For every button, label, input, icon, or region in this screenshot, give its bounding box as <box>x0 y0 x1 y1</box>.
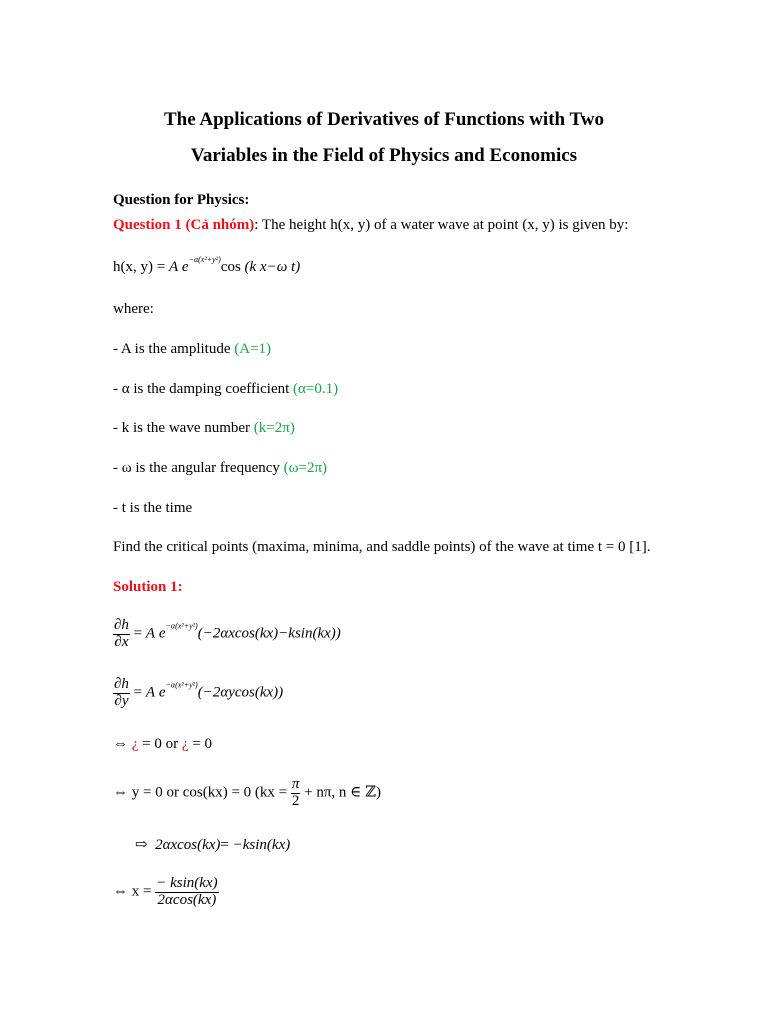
equivalence-arrow-icon: ⇔ <box>113 883 128 900</box>
rhs-x: (−2αxcos(kx)−ksin(kx)) <box>197 625 341 642</box>
exponent: −α(x²+y²) <box>165 621 198 631</box>
placeholder-mark: ¿ <box>181 736 189 752</box>
amplitude-symbol: A <box>145 684 156 701</box>
question-colon: : <box>254 217 259 233</box>
title-line-2: Variables in the Field of Physics and Economics <box>190 145 578 166</box>
section-heading: Question for Physics: <box>113 192 250 208</box>
param-text: - k is the wave number <box>113 420 254 436</box>
param-damping <box>113 381 338 398</box>
formula-cos-arg: (k x−ω t) <box>244 259 301 275</box>
formula-exponent: −α(x²+y²) <box>188 255 221 264</box>
question-1 <box>113 217 628 234</box>
formula-amplitude: A <box>168 259 179 275</box>
denominator: 2αcos(kx) <box>157 891 217 908</box>
solution-heading: Solution 1: <box>113 579 183 595</box>
title-line-1: The Applications of Derivatives of Functions with Two <box>163 109 604 130</box>
param-value: (ω=2π) <box>283 460 328 476</box>
equivalence-arrow-icon: ⇔ <box>113 784 128 801</box>
amplitude-symbol: A <box>145 625 156 642</box>
param-angular-frequency <box>113 460 327 477</box>
equals: = <box>129 625 146 642</box>
partial-y <box>113 677 283 710</box>
fraction-pi-2 <box>291 777 301 810</box>
e-symbol: e <box>158 684 166 701</box>
rhs-y: (−2αycos(kx)) <box>197 684 284 701</box>
numerator: ∂h <box>114 617 129 633</box>
param-text: - A is the amplitude <box>113 341 235 357</box>
param-value: (α=0.1) <box>293 381 339 397</box>
question-text: The height h(x, y) of a water wave at point (x, y) is given by: <box>258 217 629 233</box>
fraction-x <box>155 876 218 909</box>
formula-e: e <box>181 259 189 275</box>
placeholder-mark: ¿ <box>131 736 139 752</box>
wave-formula <box>113 255 301 276</box>
fraction-dh-dy <box>113 677 130 710</box>
param-text: - α is the damping coefficient <box>113 381 294 397</box>
step-rhs: −ksin(kx) <box>232 837 291 853</box>
exponent: −α(x²+y²) <box>165 680 198 690</box>
step-eq: = <box>220 837 233 853</box>
denominator: ∂y <box>114 692 129 709</box>
find-instruction: Find the critical points (maxima, minima, and saddle points) of the wave at time t = 0 [1]. <box>113 539 651 555</box>
param-amplitude <box>113 341 271 358</box>
step-text: = 0 <box>188 736 213 752</box>
step-1 <box>113 736 212 753</box>
denominator: ∂x <box>114 633 129 650</box>
denominator: 2 <box>291 792 300 809</box>
implies-arrow-icon: ⇨ <box>135 837 148 853</box>
formula-lhs: h(x, y) = <box>113 259 169 275</box>
param-text: - ω is the angular frequency <box>113 460 284 476</box>
step-2 <box>113 777 381 810</box>
step-3 <box>135 835 290 854</box>
numerator: − ksin(kx) <box>156 875 218 891</box>
numerator: ∂h <box>114 676 129 692</box>
step-4 <box>113 876 219 909</box>
question-label: Question 1 (Cả nhóm) <box>113 217 255 233</box>
step-text: y = 0 or cos(kx) = 0 (kx = <box>128 784 291 801</box>
param-time <box>113 500 192 517</box>
step-text: = 0 or <box>138 736 182 752</box>
param-wave-number <box>113 420 295 437</box>
param-value: (k=2π) <box>253 420 295 436</box>
equivalence-arrow-icon: ⇔ <box>113 736 128 752</box>
step-lhs: 2αxcos(kx) <box>155 837 221 853</box>
partial-x <box>113 618 341 651</box>
e-symbol: e <box>158 625 166 642</box>
param-text: - t is the time <box>113 500 193 516</box>
formula-cos: cos <box>220 259 241 275</box>
step-text: x = <box>128 883 156 900</box>
where-label: where: <box>113 301 154 317</box>
numerator: π <box>291 776 300 792</box>
step-text: + nπ, n ∈ ℤ) <box>300 784 381 801</box>
param-value: (A=1) <box>234 341 272 357</box>
fraction-dh-dx <box>113 618 130 651</box>
equals: = <box>129 684 146 701</box>
